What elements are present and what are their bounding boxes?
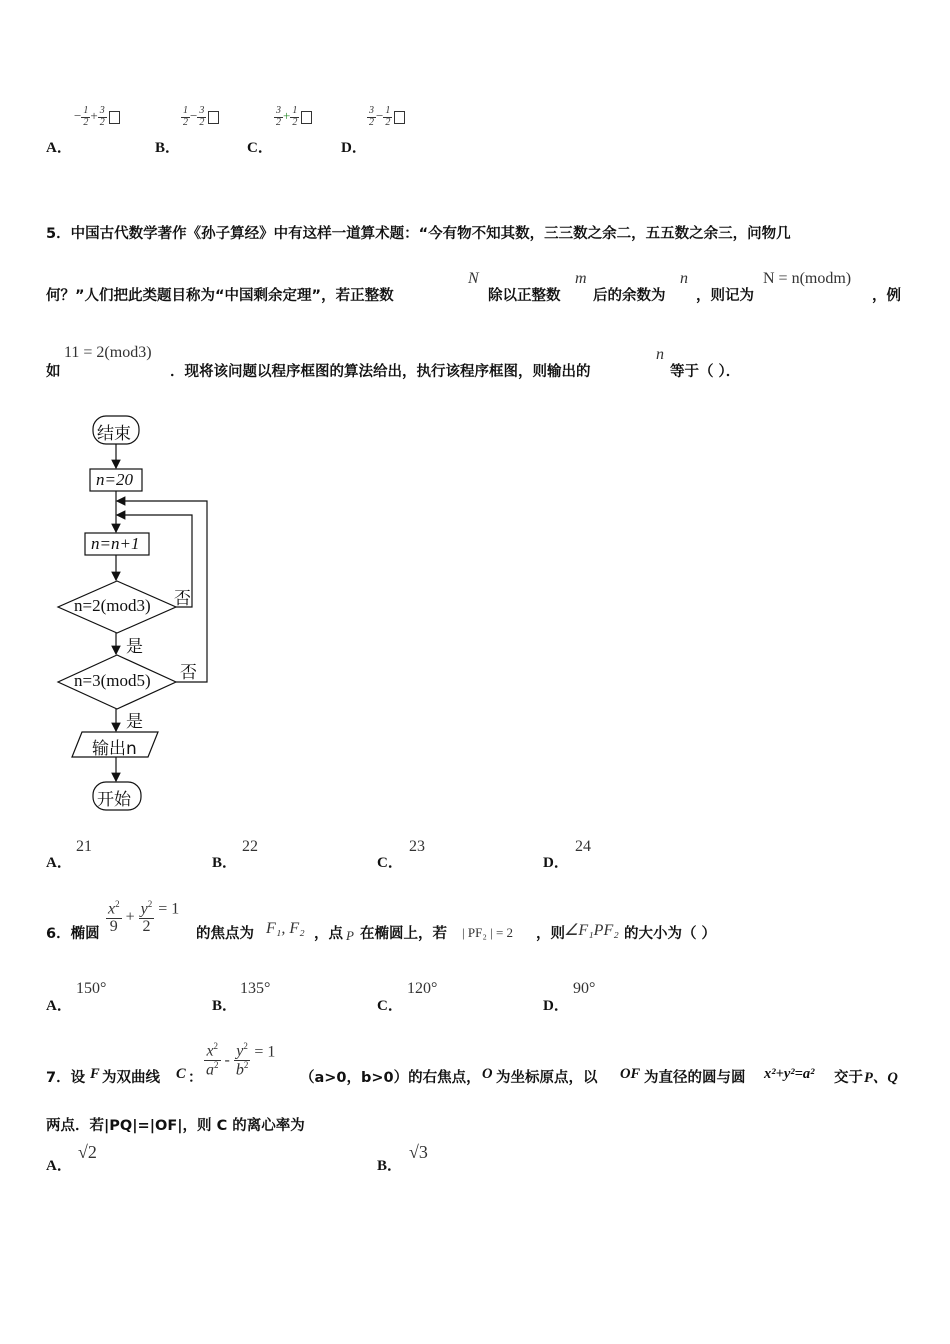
flow-output-label: 输出n — [92, 739, 137, 759]
hyperbola-equation: $\frac{x^2}{a^2}$ - $\frac{y^2}{b^2}$ = 1 — [206, 1041, 276, 1079]
q5-line-1: 5．中国古代数学著作《孙子算经》中有这样一道算术题：“今有物不知其数，三三数之余二，五五数之余三，问物几 — [46, 226, 791, 242]
q6-option-d[interactable]: D． 90° — [543, 980, 596, 1014]
q5-option-d[interactable]: D． 24 — [543, 838, 591, 871]
flow-no2-label: 否 — [180, 663, 197, 683]
angle-f1pf2: ∠F₁PF₂ — [564, 922, 619, 939]
flow-no1-label: 否 — [174, 589, 191, 609]
q6-stem: 6．椭圆 $\frac{x^2}{9}$ + $\frac{y^2}{2}$ = 1 的焦点为 F₁, F₂ ，点 P 在椭圆上，若 | PF₂ | = 2 ，则 ∠F₁PF₂ 的大小为（ ） — [46, 899, 717, 943]
q7-line-2: 两点．若|PQ|=|OF|，则 C 的离心率为 — [46, 1118, 305, 1134]
flow-cond2-label: n=3(mod5) — [74, 671, 151, 690]
flow-yes1-label: 是 — [126, 637, 143, 657]
q5-option-c[interactable]: C． 23 — [377, 838, 425, 871]
flow-start-label: 结束 — [97, 424, 131, 444]
var-n: n — [680, 270, 688, 287]
q5-option-a[interactable]: A． 21 — [46, 838, 92, 871]
flowchart — [0, 400, 260, 820]
mod-example: 11 = 2(mod3) — [64, 344, 152, 361]
var-m: m — [575, 270, 587, 287]
q7-option-b[interactable]: B． √3 — [377, 1142, 428, 1174]
mod-formula: N = n(modm) — [763, 270, 852, 287]
q5-line-2: 何？”人们把此类题目称为“中国剩余定理”，若正整数 N 除以正整数 m 后的余数为 n ，则记为 N = n(modm) ，例 — [46, 270, 901, 304]
ellipse-equation: $\frac{x^2}{9}$ + $\frac{y^2}{2}$ = 1 — [108, 899, 180, 936]
option-label: A． — [46, 140, 72, 156]
flow-cond1-label: n=2(mod3) — [74, 596, 151, 615]
var-N: N — [468, 270, 479, 287]
q6-option-a[interactable]: A． 150° — [46, 980, 107, 1014]
option-label: B． — [155, 140, 181, 156]
q6-option-b[interactable]: B． 135° — [212, 980, 271, 1014]
option-label: C． — [247, 140, 273, 156]
pf2-condition: | PF₂ | = 2 — [462, 925, 514, 940]
option-label: D． — [341, 140, 367, 156]
flow-init-label: n=20 — [96, 470, 133, 489]
q5-line-3: 如 11 = 2(mod3) ．现将该问题以程序框图的算法给出，执行该程序框图，则输出的 n 等于（ ）． — [46, 344, 741, 380]
foci: F₁, F₂ — [266, 920, 305, 937]
q7-stem: 7．设 F 为双曲线 C ： $\frac{x^2}{a^2}$ - $\frac{y^2}{b^2}$ = 1 （a>0，b>0）的右焦点， O 为坐标原点，以 OF 为直径的圆与圆 x²+y²=a² 交于 P、Q — [46, 1041, 898, 1086]
q7-option-a[interactable]: A． √2 — [46, 1142, 97, 1174]
flow-end-label: 开始 — [97, 790, 131, 810]
flow-yes2-label: 是 — [126, 712, 143, 732]
q6-option-c[interactable]: C． 120° — [377, 980, 438, 1014]
flow-step-label: n=n+1 — [91, 534, 140, 553]
q5-option-b[interactable]: B． 22 — [212, 838, 258, 871]
